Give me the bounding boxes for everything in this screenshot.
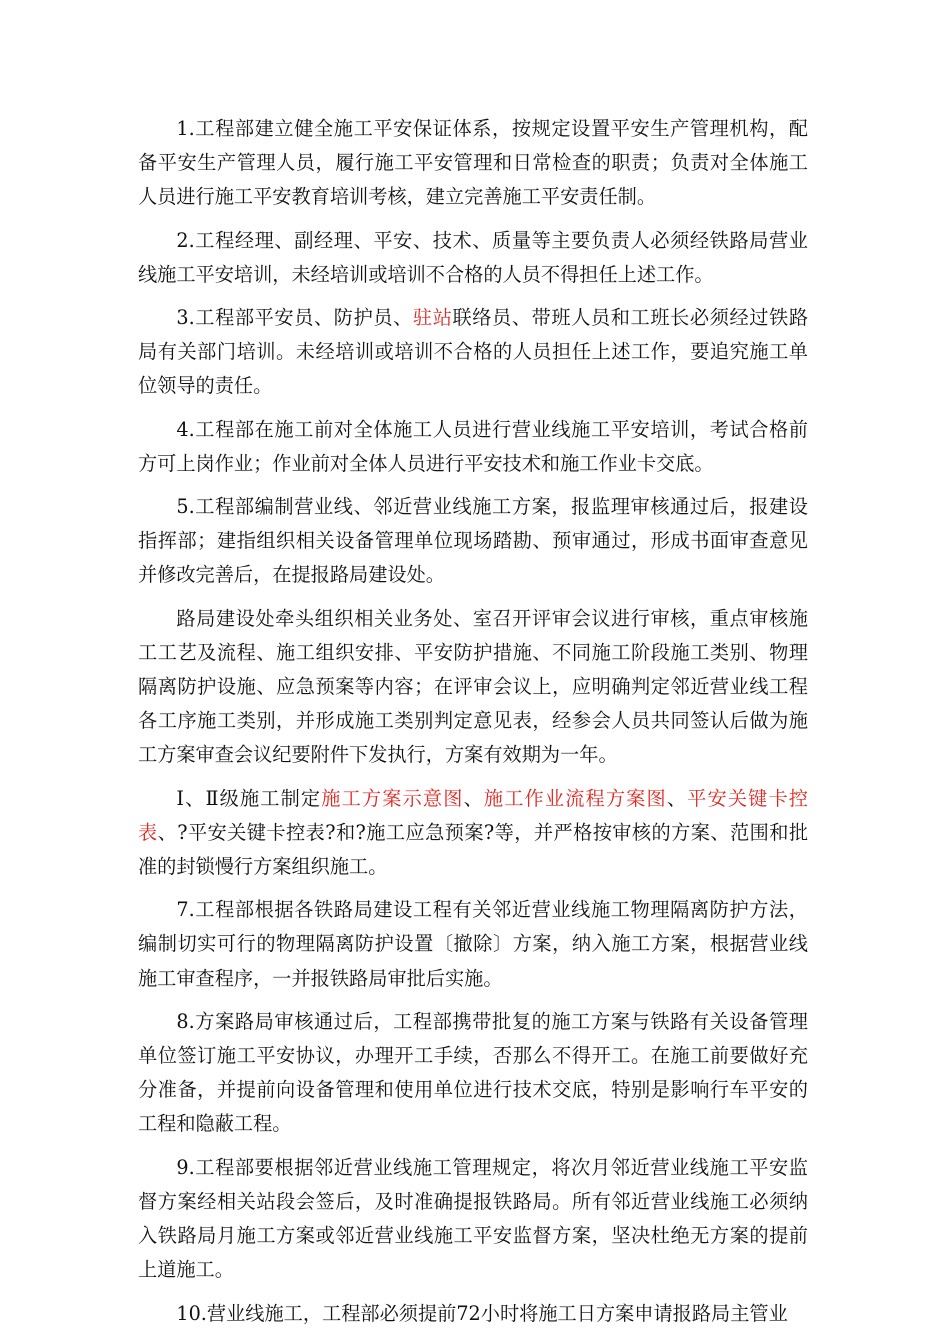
body-text: 4.工程部在施工前对全体施工人员进行营业线施工平安培训，考试合格前方可上岗作业；作业前对全体人员进行平安技术和施工作业卡交底。: [138, 417, 808, 475]
body-text: 、: [463, 786, 484, 810]
paragraph-p5: [138, 490, 808, 593]
body-text: 3.工程部平安员、防护员、: [176, 306, 413, 330]
highlighted-text: 施工作业流程方案图: [483, 786, 667, 810]
body-text: 2.工程经理、副经理、平安、技术、质量等主要负责人必须经铁路局营业线施工平安培训，未经培训或培训不合格的人员不得担任上述工作。: [138, 228, 808, 286]
paragraph-p6: [138, 602, 808, 773]
body-text: 10.营业线施工，工程部必须提前72小时将施工日方案申请报路局主管业: [176, 1301, 788, 1325]
body-text: 5.工程部编制营业线、邻近营业线施工方案，报监理审核通过后，报建设指挥部；建指组织相关设备管理单位现场踏勘、预审通过，形成书面审查意见并修改完善后，在提报路局建设处。: [138, 495, 808, 587]
paragraph-p9: [138, 1005, 808, 1142]
body-text: 联络员、带班人员和工班长必须经过铁路局有关部门培训。未经培训或培训不合格的人员担任上述工作，要追究施工单位领导的责任。: [138, 306, 809, 398]
paragraph-p11: [138, 1297, 808, 1331]
paragraph-p1: [138, 112, 808, 215]
paragraph-p8: [138, 893, 808, 996]
paragraph-p7: [138, 782, 808, 885]
paragraph-p2: [138, 224, 808, 292]
highlighted-text: 驻站: [412, 306, 453, 330]
body-text: 1.工程部建立健全施工平安保证体系，按规定设置平安生产管理机构，配备平安生产管理人员，履行施工平安管理和日常检查的职责；负责对全体施工人员进行施工平安教育培训考核，建立完善施工平安责任制。: [138, 117, 808, 209]
body-text: Ⅰ、Ⅱ级施工制定: [176, 786, 322, 810]
body-text: 8.方案路局审核通过后，工程部携带批复的施工方案与铁路有关设备管理单位签订施工平安协议，办理开工手续，否那么不得开工。在施工前要做好充分准备，并提前向设备管理和使用单位进行技术交底，特别是影响行车平安的工程和隐蔽工程。: [138, 1009, 808, 1136]
body-text: 、?平安关键卡控表?和?施工应急预案?等，并严格按审核的方案、范围和批准的封锁慢行方案组织施工。: [138, 820, 809, 879]
body-text: 7.工程部根据各铁路局建设工程有关邻近营业线施工物理隔离防护方法，编制切实可行的物理隔离防护设置〔撤除〕方案，纳入施工方案，根据营业线施工审查程序，一并报铁路局审批后实施。: [138, 898, 808, 990]
document-body: [138, 112, 808, 1331]
paragraph-p10: [138, 1151, 808, 1288]
highlighted-text: 平安关键卡控表: [138, 786, 808, 844]
highlighted-text: 施工方案示意图: [321, 786, 464, 810]
body-text: 、: [666, 786, 688, 810]
paragraph-p4: [138, 413, 808, 481]
paragraph-p3: [138, 301, 808, 404]
document-page: [138, 112, 808, 1340]
body-text: 路局建设处牵头组织相关业务处、室召开评审会议进行审核，重点审核施工工艺及流程、施工组织安排、平安防护措施、不同施工阶段施工类别、物理隔离防护设施、应急预案等内容；在评审会议上，应明确判定邻近营业线工程各工序施工类别，并形成施工类别判定意见表，经参会人员共同签认后做为施工方案审查会议纪要附件下发执行，方案有效期为一年。: [138, 606, 808, 767]
body-text: 9.工程部要根据邻近营业线施工管理规定，将次月邻近营业线施工平安监督方案经相关站段会签后，及时准确提报铁路局。所有邻近营业线施工必须纳入铁路局月施工方案或邻近营业线施工平安监督方案，坚决杜绝无方案的提前上道施工。: [138, 1155, 808, 1282]
